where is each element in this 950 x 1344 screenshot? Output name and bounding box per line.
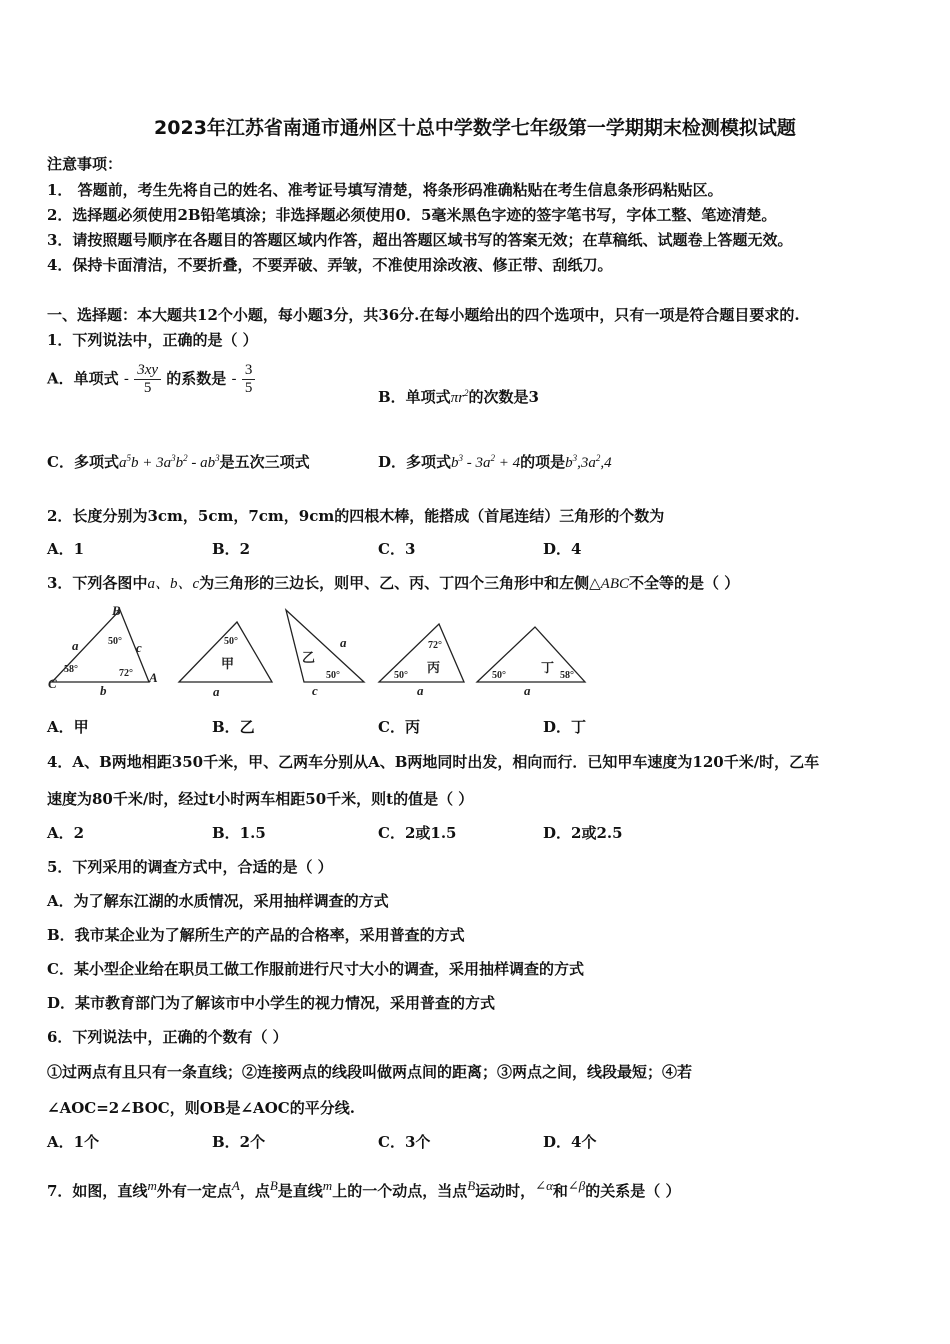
triangles-figure [44, 602, 624, 702]
label-side: a [417, 683, 424, 698]
q3-stem: 3．下列各图中a、b、c为三角形的三边长，则甲、乙、丙、丁四个三角形中和左侧△ABC不全等的是（ ） [47, 574, 740, 592]
q7-stem: 7．如图，直线$^m$外有一定点$^A$，点$^B$是直线$^m$上的一个动点，当点$^B$运动时，$^{\angle\alpha}$和$^{\angle\beta}$的关系是（ ） [47, 1178, 681, 1200]
q3-option-b: B．乙 [212, 718, 255, 736]
q6-option-d: D．4个 [543, 1133, 597, 1151]
label-angle: 50° [394, 670, 408, 681]
q6-option-c: C．3个 [378, 1133, 431, 1151]
label-side: a [213, 684, 220, 699]
notice-item: 1． 答题前，考生先将自己的姓名、准考证号填写清楚，将条形码准确粘贴在考生信息条形码粘贴区。 [47, 181, 723, 199]
fraction: $\frac{3xy}{5}$ [134, 362, 161, 397]
q6-statements: ①过两点有且只有一条直线；②连接两点的线段叫做两点间的距离；③两点之间，线段最短；④若 [47, 1063, 693, 1081]
q6-stem: 6．下列说法中，正确的个数有（ ） [47, 1028, 288, 1046]
q6-statements: ∠AOC=2∠BOC，则OB是∠AOC的平分线. [47, 1099, 355, 1117]
q2-option-d: D．4 [543, 540, 582, 558]
q3-option-c: C．丙 [378, 718, 420, 736]
label-angle: 58° [560, 670, 574, 681]
label-triangle: 甲 [221, 656, 235, 671]
label-angle: 58° [64, 664, 78, 675]
label-angle: 50° [326, 670, 340, 681]
label-side: a [340, 635, 347, 650]
label-vertex: B [112, 603, 121, 618]
q4-option-b: B．1.5 [212, 824, 266, 842]
notice-item: 2．选择题必须使用2B铅笔填涂；非选择题必须使用0．5毫米黑色字迹的签字笔书写，字体工整、笔迹清楚。 [47, 206, 777, 224]
label-triangle: 丙 [427, 660, 441, 675]
q2-option-b: B．2 [212, 540, 251, 558]
label-vertex: A [149, 670, 158, 685]
section-heading: 一、选择题：本大题共12个小题，每小题3分，共36分.在每小题给出的四个选项中，只有一项是符合题目要求的. [47, 306, 800, 324]
q4-stem: 速度为80千米/时，经过t小时两车相距50千米，则t的值是（ ） [47, 790, 474, 808]
q4-option-a: A．2 [47, 824, 85, 842]
label-side: a [72, 638, 79, 653]
label-angle: 50° [108, 636, 122, 647]
q2-stem: 2．长度分别为3cm，5cm，7cm，9cm的四根木棒，能搭成（首尾连结）三角形的个数为 [47, 507, 665, 525]
q6-option-b: B．2个 [212, 1133, 266, 1151]
label-side: b [100, 683, 107, 698]
q1-stem: 1．下列说法中，正确的是（ ） [47, 331, 258, 349]
label-side: c [312, 683, 318, 698]
q2-option-a: A．1 [47, 540, 85, 558]
q6-option-a: A．1个 [47, 1133, 100, 1151]
notice-item: 4．保持卡面清洁，不要折叠，不要弄破、弄皱，不准使用涂改液、修正带、刮纸刀。 [47, 256, 613, 274]
q4-option-d: D．2或2.5 [543, 824, 623, 842]
label-angle: 50° [492, 670, 506, 681]
label-side: a [524, 683, 531, 698]
q5-option-b: B．我市某企业为了解所生产的产品的合格率，采用普查的方式 [47, 926, 465, 944]
label-angle: 72° [428, 640, 442, 651]
label-vertex: C [48, 676, 57, 691]
label-angle: 50° [224, 636, 238, 647]
q4-option-c: C．2或1.5 [378, 824, 457, 842]
notice-item: 3．请按照题号顺序在各题目的答题区域内作答，超出答题区域书写的答案无效；在草稿纸、试题卷上答题无效。 [47, 231, 793, 249]
fraction: $\frac{3}{5}$ [242, 362, 256, 397]
page-title: 2023年江苏省南通市通州区十总中学数学七年级第一学期期末检测模拟试题 [154, 117, 796, 139]
label-angle: 72° [119, 668, 133, 679]
q1-option-c: C．多项式$a^5b + 3a^3b^2 - ab^3$是五次三项式 [47, 453, 310, 471]
q5-stem: 5．下列采用的调查方式中，合适的是（ ） [47, 858, 333, 876]
q1-option-b: B．单项式$\pi r^2$的次数是3 [378, 388, 539, 406]
label-triangle: 乙 [302, 650, 316, 665]
q1-option-d: D．多项式$b^3 - 3a^2 + 4$的项是$b^3,3a^2,4$ [378, 453, 612, 471]
q3-option-d: D．丁 [543, 718, 587, 736]
q1-option-a: A．单项式 - $\frac{3xy}{5}$ 的系数是 - $\frac{3}{5}$ [47, 362, 255, 397]
label-side: c [136, 640, 142, 655]
q5-option-a: A．为了解东江湖的水质情况，采用抽样调查的方式 [47, 892, 389, 910]
q2-option-c: C．3 [378, 540, 416, 558]
label-triangle: 丁 [541, 660, 555, 675]
q5-option-d: D．某市教育部门为了解该市中小学生的视力情况，采用普查的方式 [47, 994, 496, 1012]
q3-option-a: A．甲 [47, 718, 89, 736]
q4-stem: 4．A、B两地相距350千米，甲、乙两车分别从A、B两地同时出发，相向而行．已知甲车速度为120千米/时，乙车 [47, 753, 820, 771]
notice-heading: 注意事项： [47, 155, 123, 173]
q5-option-c: C．某小型企业给在职员工做工作服前进行尺寸大小的调查，采用抽样调查的方式 [47, 960, 584, 978]
